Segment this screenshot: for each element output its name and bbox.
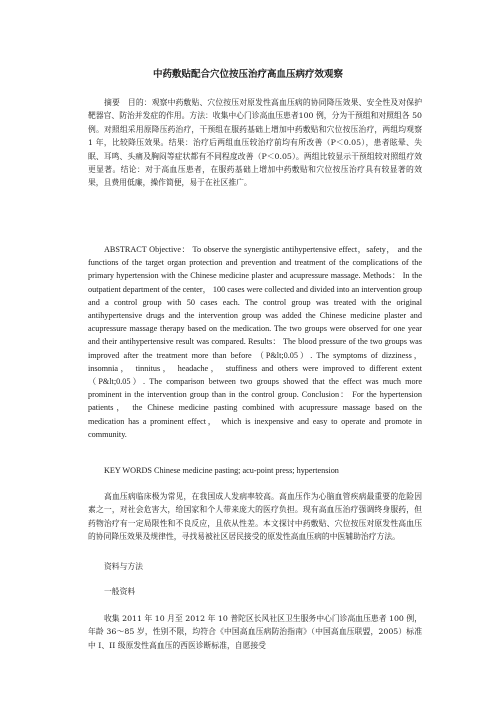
general-info-paragraph: 收集 2011 年 10 月至 2012 年 10 普陀区长风社区卫生服务中心门诊高血压患者 100 例，年龄 36～85 岁，性别不限，均符合《中国高血压病防治指南》（中国高血压联盟，2005）标准中 I、II 级原发性高血压的西医诊断标准，自愿接受 xyxy=(88,614,422,650)
introduction-paragraph: 高血压病临床极为常见，在我国成人发病率较高。高血压作为心脑血管疾病最重要的危险因素之一，对社会危害大，给国家和个人带来庞大的医疗负担。现有高血压治疗强调终身服药，但药物治疗有一定局限性和不良反应，且依从性差。本文探讨中药敷贴、穴位按压对原发性高血压的协同降压效果及规律性，寻找易被社区居民接受的原发性高血压病的中医辅助治疗方法。 xyxy=(88,492,422,542)
paper-title: 中药敷贴配合穴位按压治疗高血压病疗效观察 xyxy=(152,69,343,80)
abstract-english: ABSTRACT Objective： To observe the synergistic antihypertensive effect，safety， and the functions of the target organ protection and prevention and treatment of the complications of the primary hypertension with the Chinese medicine plaster and acupressure massage. Methods： In the outpatient department of the center， 100 cases were collected and divided into an intervention group and a control group with 50 cases each. The control group was treated with the original antihypertensive drugs and the intervention group was added the Chinese medicine plaster and acupressure massage therapy based on the medication. The two groups were observed for one year and their antihypertensive result was compared. Results： The blood pressure of the two groups was improved after the treatment more than before （P&lt;0.05）. The symptoms of dizziness， insomnia， tinnitus， headache， stuffiness and others were improved to different extent （P&lt;0.05）. The comparison between two groups showed that the effect was much more prominent in the intervention group than in the control group. Conclusion： For the hypertension patients， the Chinese medicine pasting combined with acupressure massage based on the medication has a prominent effect， which is inexpensive and easy to operate and promote in community. xyxy=(88,245,422,439)
abstract-chinese: 摘要 目的：观察中药敷贴、穴位按压对原发性高血压病的协同降压效果、安全性及对保护靶器官、防治并发症的作用。方法：收集中心门诊高血压患者100 例，分为干预组和对照组各 50 例。对照组采用原降压药治疗，干预组在服药基础上增加中药敷贴和穴位按压治疗，两组均观察 1 年，比较降压效果。结果：治疗后两组血压较治疗前均有所改善（P＜0.05），患者眩晕、失眠、耳鸣、头痛及胸闷等症状都有不同程度改善（P＜0.05）。两组比较显示干预组较对照组疗效更显著。结论：对于高血压患者，在服药基础上增加中药敷贴和穴位按压治疗具有较显著的效果，且费用低廉，操作简便，易于在社区推广。 xyxy=(88,98,422,188)
keywords: KEY WORDS Chinese medicine pasting; acu-point press; hypertension xyxy=(104,466,339,475)
section-heading-methods: 资料与方法 xyxy=(104,562,143,571)
subsection-heading-general: 一般资料 xyxy=(104,587,136,596)
